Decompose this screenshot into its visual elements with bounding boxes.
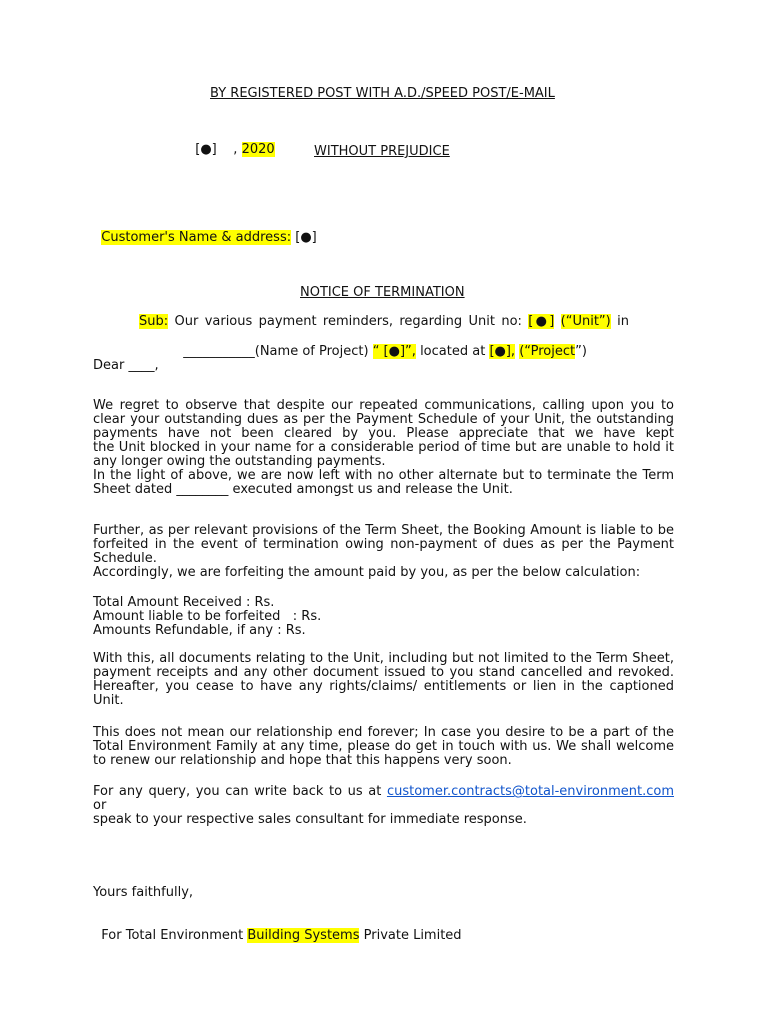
- recipient-placeholder: [●]: [295, 230, 317, 245]
- paragraph-line: payments have not been cleared by you. Please appreciate that we have kept: [93, 426, 674, 441]
- paragraph-line: any longer owing the outstanding payments.: [93, 454, 386, 469]
- paragraph-line: Unit.: [93, 693, 124, 708]
- paragraph-query: [93, 785, 674, 827]
- date-line: [187, 129, 275, 157]
- paragraph-line: to renew our relationship and hope that this happens very soon.: [93, 753, 512, 768]
- paragraph-line: Hereafter, you cease to have any rights/claims/ entitlements or lien in the captioned: [93, 679, 674, 694]
- paragraph-line: Further, as per relevant provisions of the Term Sheet, the Booking Amount is liable to be: [93, 523, 674, 538]
- query-line-1: [93, 785, 674, 813]
- paragraph-line: clear your outstanding dues as per the Payment Schedule of your Unit, the outstanding: [93, 412, 674, 427]
- closing: Yours faithfully,: [93, 885, 194, 900]
- location-placeholder: [●],: [489, 344, 516, 359]
- subject-text: Our various payment reminders, regarding Unit no:: [174, 314, 522, 329]
- notice-title: NOTICE OF TERMINATION: [300, 285, 465, 300]
- signatory-suffix: Private Limited: [363, 928, 462, 943]
- contact-email-link[interactable]: customer.contracts@total-environment.com: [386, 784, 674, 799]
- without-prejudice: WITHOUT PREJUDICE: [314, 144, 450, 159]
- paragraph-line: payment receipts and any other document issued to you stand cancelled and revoked.: [93, 665, 674, 680]
- located-at: located at: [420, 344, 486, 359]
- calc-refundable: Amounts Refundable, if any : Rs.: [93, 623, 306, 638]
- subject-line-1: [139, 315, 629, 329]
- calc-liable-forfeited: Amount liable to be forfeited : Rs.: [93, 609, 322, 624]
- recipient-line: [93, 217, 317, 245]
- paragraph-forfeit: [93, 524, 674, 580]
- project-label: Project: [530, 344, 576, 359]
- query-prefix: For any query, you can write back to us at: [93, 784, 382, 799]
- salutation: Dear ____,: [93, 358, 159, 373]
- paragraph-line: the Unit blocked in your name for a considerable period of time but are unable to hold it: [93, 440, 674, 455]
- signatory-prefix: For Total Environment: [101, 928, 244, 943]
- paragraph-line: Accordingly, we are forfeiting the amount paid by you, as per the below calculation:: [93, 565, 641, 580]
- paragraph-line: This does not mean our relationship end forever; In case you desire to be a part of the: [93, 725, 674, 740]
- delivery-mode: BY REGISTERED POST WITH A.D./SPEED POST/E-MAIL: [210, 86, 555, 101]
- paragraph-regret: [93, 399, 674, 497]
- paragraph-line: With this, all documents relating to the Unit, including but not limited to the Term Sheet,: [93, 651, 674, 666]
- signatory-highlight: Building Systems: [247, 928, 360, 943]
- unit-label: (“Unit”): [560, 314, 611, 329]
- date-placeholder: [●]: [195, 142, 217, 157]
- subject-label: Sub:: [139, 314, 169, 329]
- paragraph-line: Sheet dated ________ executed amongst us and release the Unit.: [93, 482, 513, 497]
- paragraph-line: Total Environment Family at any time, please do get in touch with us. We shall welcome: [93, 739, 674, 754]
- date-separator: ,: [233, 142, 238, 157]
- paragraph-line: We regret to observe that despite our repeated communications, calling upon you to: [93, 398, 674, 413]
- project-label-open: (“: [519, 344, 531, 359]
- project-placeholder: “ [●]”,: [372, 344, 416, 359]
- subject-line-2: [175, 331, 587, 359]
- query-suffix: or: [93, 798, 107, 813]
- paragraph-line: forfeited in the event of termination owing non-payment of dues as per the Payment: [93, 537, 674, 552]
- subject-in: in: [617, 314, 629, 329]
- query-line-2: speak to your respective sales consultant for immediate response.: [93, 812, 527, 827]
- project-blank: ___________(Name of Project): [183, 344, 369, 359]
- paragraph-cancelled: [93, 652, 674, 708]
- project-label-close: ”): [575, 344, 587, 359]
- paragraph-line: Schedule.: [93, 551, 157, 566]
- calc-total-received: Total Amount Received : Rs.: [93, 595, 275, 610]
- recipient-label: Customer's Name & address:: [101, 230, 292, 245]
- signatory: [93, 915, 462, 943]
- date-year: 2020: [241, 142, 275, 157]
- paragraph-relationship: [93, 726, 674, 768]
- unit-placeholder: [●]: [528, 314, 555, 329]
- paragraph-line: In the light of above, we are now left with no other alternate but to terminate the Term: [93, 468, 674, 483]
